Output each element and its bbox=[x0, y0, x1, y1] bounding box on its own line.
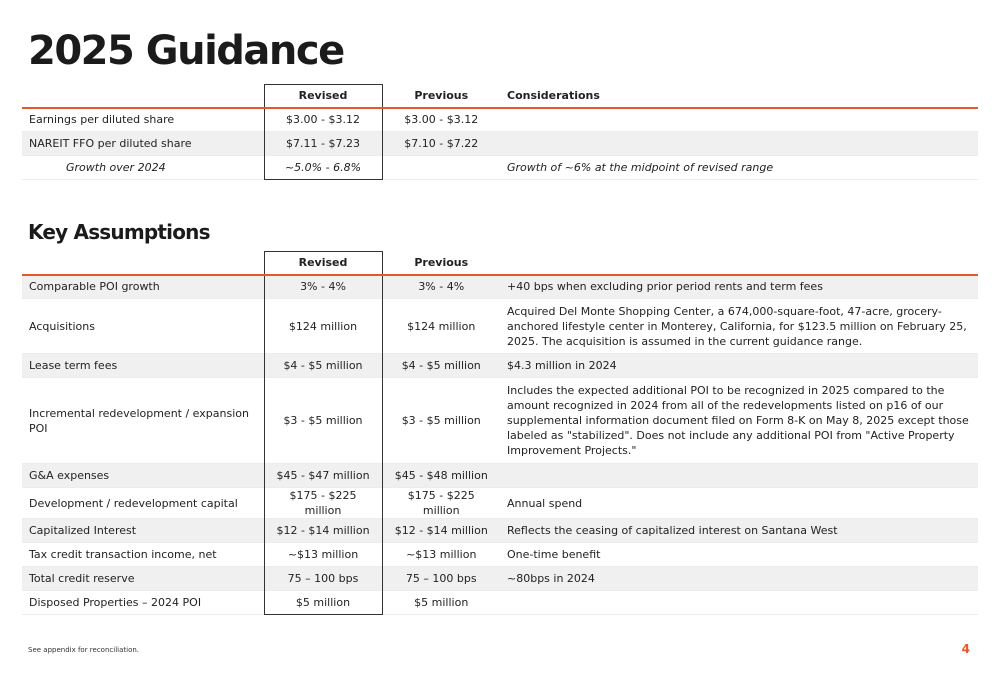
row-previous: $5 million bbox=[414, 596, 469, 609]
row-revised: $7.11 - $7.23 bbox=[264, 132, 382, 156]
row-considerations bbox=[500, 464, 978, 488]
row-previous: 75 – 100 bps bbox=[405, 572, 477, 585]
row-label: Development / redevelopment capital bbox=[29, 496, 238, 510]
table-row bbox=[22, 299, 978, 354]
guidance-header-row bbox=[22, 85, 978, 108]
assumptions-header-considerations bbox=[500, 252, 978, 275]
table-row bbox=[22, 464, 978, 488]
row-previous: 3% - 4% bbox=[418, 280, 465, 294]
row-revised: $3 - $5 million bbox=[264, 378, 382, 464]
table-row bbox=[22, 132, 978, 156]
row-considerations: Growth of ~6% at the midpoint of revised range bbox=[507, 161, 774, 174]
guidance-header-previous: Previous bbox=[414, 89, 469, 102]
guidance-table bbox=[22, 84, 978, 180]
row-previous: ~$13 million bbox=[406, 548, 477, 561]
row-previous: $124 million bbox=[407, 319, 476, 333]
row-label: Lease term fees bbox=[29, 359, 118, 372]
table-row bbox=[22, 543, 978, 567]
guidance-header-revised: Revised bbox=[264, 85, 382, 108]
row-revised: 75 – 100 bps bbox=[264, 567, 382, 591]
row-previous bbox=[382, 156, 500, 180]
row-considerations bbox=[500, 591, 978, 615]
table-row bbox=[22, 519, 978, 543]
row-label: Capitalized Interest bbox=[29, 524, 137, 537]
table-row bbox=[22, 354, 978, 378]
row-label: G&A expenses bbox=[29, 469, 110, 482]
table-row bbox=[22, 591, 978, 615]
row-previous: $3.00 - $3.12 bbox=[404, 113, 479, 127]
row-label: Acquisitions bbox=[29, 319, 95, 333]
row-considerations: Includes the expected additional POI to be recognized in 2025 compared to the amount recognized in 2024 from all of the redevelopments listed on p16 of our supplemental information document filed on Form 8-K on May 8, 2025 except those labeled as "stabilized". Does not include any additional POI from "Active Property Improvement Projects." bbox=[507, 384, 969, 457]
row-considerations: $4.3 million in 2024 bbox=[507, 359, 617, 372]
table-row bbox=[22, 488, 978, 519]
row-label: Growth over 2024 bbox=[66, 161, 166, 174]
row-label: Tax credit transaction income, net bbox=[29, 548, 217, 561]
assumptions-header-row bbox=[22, 252, 978, 275]
row-previous: $45 - $48 million bbox=[394, 469, 488, 482]
row-considerations: Acquired Del Monte Shopping Center, a 674,000-square-foot, 47-acre, grocery-anchored lifestyle center in Monterey, California, for $123.5 million on February 25, 2025. The acquisition is assumed in the current guidance range. bbox=[507, 304, 967, 348]
row-considerations: ~80bps in 2024 bbox=[507, 572, 595, 585]
row-label: Total credit reserve bbox=[29, 572, 135, 585]
row-revised: $124 million bbox=[264, 299, 382, 354]
assumptions-header-previous: Previous bbox=[414, 256, 469, 269]
row-revised: $12 - $14 million bbox=[264, 519, 382, 543]
row-considerations: +40 bps when excluding prior period rents and term fees bbox=[507, 280, 823, 294]
row-considerations: One-time benefit bbox=[507, 548, 601, 561]
row-revised: $4 - $5 million bbox=[264, 354, 382, 378]
row-label: Earnings per diluted share bbox=[29, 113, 175, 127]
guidance-header-label bbox=[22, 85, 264, 108]
row-previous: $175 - $225 million bbox=[407, 489, 475, 517]
row-considerations: Annual spend bbox=[507, 496, 583, 510]
row-revised: $5 million bbox=[264, 591, 382, 615]
row-previous: $12 - $14 million bbox=[394, 524, 488, 537]
page-title: 2025 Guidance bbox=[28, 28, 344, 74]
table-row bbox=[22, 275, 978, 299]
table-row bbox=[22, 378, 978, 464]
row-revised: ~$13 million bbox=[264, 543, 382, 567]
row-previous: $3 - $5 million bbox=[401, 414, 481, 427]
row-revised: ~5.0% - 6.8% bbox=[264, 156, 382, 180]
section-title: Key Assumptions bbox=[28, 220, 210, 244]
row-previous: $4 - $5 million bbox=[401, 359, 481, 372]
row-label: Disposed Properties – 2024 POI bbox=[29, 596, 202, 609]
table-row bbox=[22, 567, 978, 591]
row-revised: $3.00 - $3.12 bbox=[264, 108, 382, 132]
table-row bbox=[22, 108, 978, 132]
row-considerations bbox=[500, 132, 978, 156]
row-label: NAREIT FFO per diluted share bbox=[29, 137, 192, 150]
row-previous: $7.10 - $7.22 bbox=[404, 137, 479, 150]
assumptions-table bbox=[22, 251, 978, 615]
row-label: Comparable POI growth bbox=[29, 280, 160, 294]
row-revised: $45 - $47 million bbox=[264, 464, 382, 488]
row-considerations: Reflects the ceasing of capitalized interest on Santana West bbox=[507, 524, 838, 537]
page-number: 4 bbox=[961, 642, 970, 656]
row-revised: $175 - $225 million bbox=[264, 488, 382, 519]
footnote: See appendix for reconciliation. bbox=[28, 646, 140, 654]
table-row bbox=[22, 156, 978, 180]
row-label: Incremental redevelopment / expansion POI bbox=[29, 406, 249, 435]
row-revised: 3% - 4% bbox=[264, 275, 382, 299]
row-considerations bbox=[500, 108, 978, 132]
assumptions-header-revised: Revised bbox=[264, 252, 382, 275]
guidance-header-considerations: Considerations bbox=[507, 89, 600, 102]
assumptions-header-label bbox=[22, 252, 264, 275]
